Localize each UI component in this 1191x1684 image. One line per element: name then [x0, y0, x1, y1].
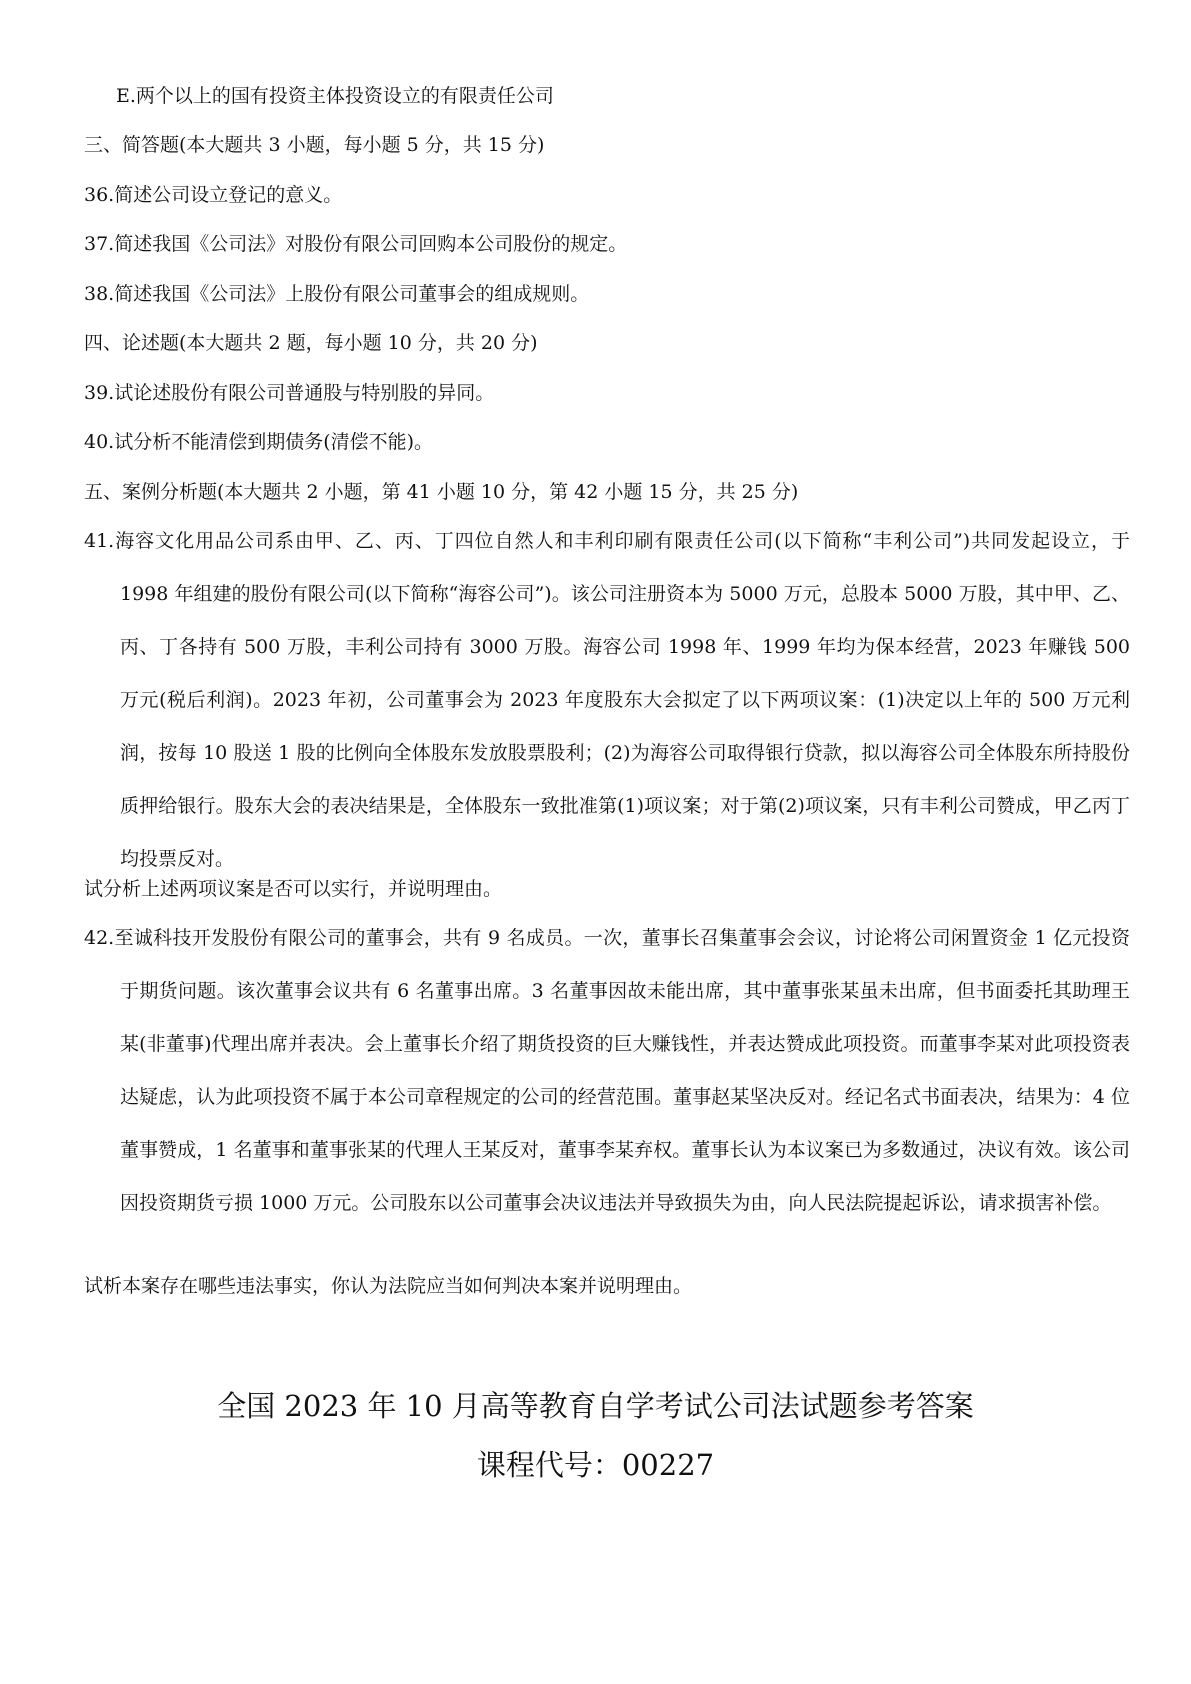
answer-title: 全国 2023 年 10 月高等教育自学考试公司法试题参考答案: [217, 1389, 974, 1423]
question-42-case: 42.至诚科技开发股份有限公司的董事会，共有 9 名成员。一次，董事长召集董事会会议，讨论将公司闲置资金 1 亿元投资于期货问题。该次董事会议共有 6 名董事出席。3 名董事因故未能出席，其中董事张某虽未出席，但书面委托其助理王某(非董事)代理出席并表决。会上董事长介绍了期货投资的巨大赚钱性，并表达赞成此项投资。而董事李某对此项投资表达疑虑，认为此项投资不属于本公司章程规定的公司的经营范围。董事赵某坚决反对。经记名式书面表决，结果为：4 位董事赞成，1 名董事和董事张某的代理人王某反对，董事李某弃权。董事长认为本议案已为多数通过，决议有效。该公司因投资期货亏损 1000 万元。公司股东以公司董事会决议违法并导致损失为由，向人民法院提起诉讼，请求损害补偿。: [84, 927, 1130, 1214]
section-3-heading: 三、简答题(本大题共 3 小题，每小题 5 分，共 15 分): [84, 134, 545, 156]
course-code: 课程代号：00227: [476, 1448, 715, 1482]
option-e-text: E.两个以上的国有投资主体投资设立的有限责任公司: [116, 85, 554, 107]
question-41-case: 41.海容文化用品公司系由甲、乙、丙、丁四位自然人和丰利印刷有限责任公司(以下简称“丰利公司”)共同发起设立，于 1998 年组建的股份有限公司(以下简称“海容公司”)。该公司注册资本为 5000 万元，总股本 5000 万股，其中甲、乙、丙、丁各持有 500 万股，丰利公司持有 3000 万股。海容公司 1998 年、1999 年均为保本经营，2023 年赚钱 500 万元(税后利润)。2023 年初，公司董事会为 2023 年度股东大会拟定了以下两项议案：(1)决定以上年的 500 万元利润，按每 10 股送 1 股的比例向全体股东发放股票股利；(2)为海容公司取得银行贷款，拟以海容公司全体股东所持股份质押给银行。股东大会的表决结果是，全体股东一致批准第(1)项议案；对于第(2)项议案，只有丰利公司赞成，甲乙丙丁均投票反对。: [84, 530, 1130, 870]
section-5-heading: 五、案例分析题(本大题共 2 小题，第 41 小题 10 分，第 42 小题 15 分，共 25 分): [84, 481, 799, 503]
question-40: 40.试分析不能清偿到期债务(清偿不能)。: [84, 431, 434, 453]
question-39: 39.试论述股份有限公司普通股与特别股的异同。: [84, 382, 495, 404]
section-4-heading: 四、论述题(本大题共 2 题，每小题 10 分，共 20 分): [84, 332, 538, 354]
question-37: 37.简述我国《公司法》对股份有限公司回购本公司股份的规定。: [84, 233, 628, 255]
question-41-prompt: 试分析上述两项议案是否可以实行，并说明理由。: [84, 878, 503, 900]
question-36: 36.简述公司设立登记的意义。: [84, 184, 343, 206]
question-38: 38.简述我国《公司法》上股份有限公司董事会的组成规则。: [84, 283, 590, 305]
question-42-prompt: 试析本案存在哪些违法事实，你认为法院应当如何判决本案并说明理由。: [84, 1275, 693, 1297]
